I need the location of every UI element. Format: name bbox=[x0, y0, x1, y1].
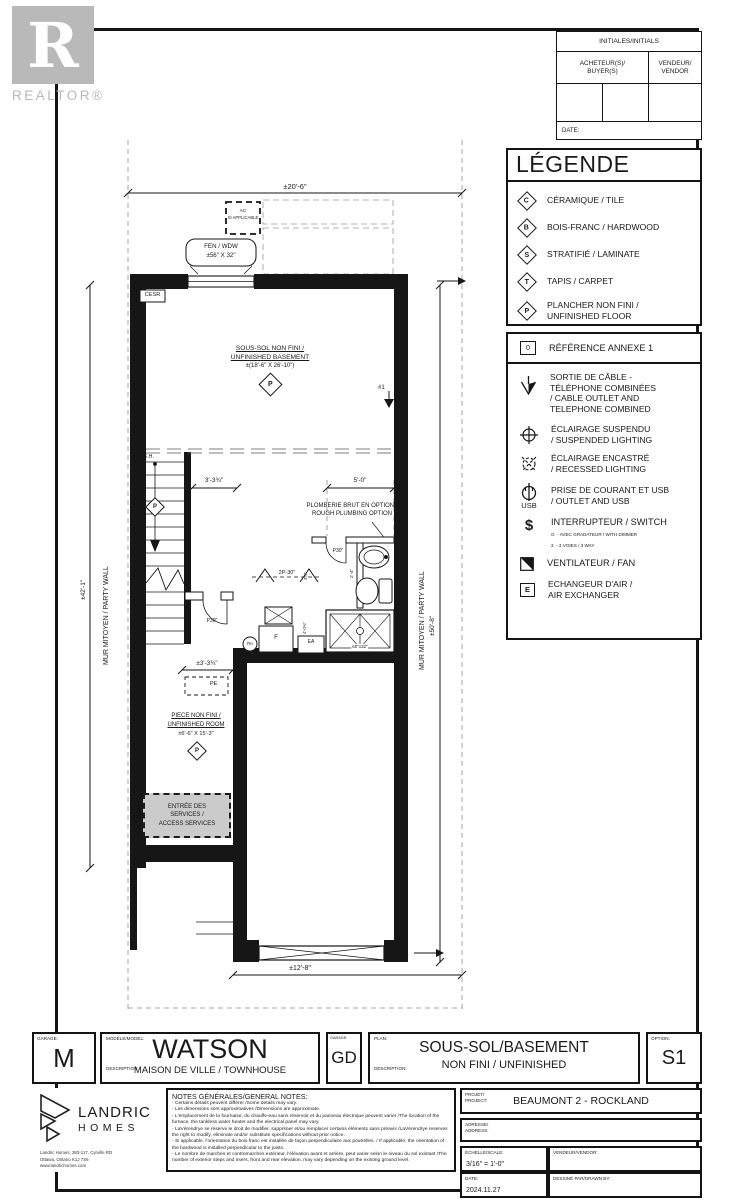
realtor-wordmark: REALTOR® bbox=[12, 88, 105, 103]
dim-top: ±20'-6" bbox=[283, 182, 307, 191]
legend-item-tile: C CÉRAMIQUE / TILE bbox=[508, 187, 700, 214]
basement-label-2: UNFINISHED BASEMENT bbox=[230, 354, 310, 361]
legend-item-reference: 0 RÉFÉRENCE ANNEXE 1 bbox=[508, 334, 700, 364]
legend-item-air-exchanger: E ECHANGEUR D'AIR / AIR EXCHANGER bbox=[508, 579, 700, 600]
note-item: - Si applicable, l'orientation du bois franc est installée de façon perpendiculaire aux poutrelles. / If applicable, the orientation of the hardwood is installed perpendicular to the joists. bbox=[172, 1139, 445, 1151]
basement-label-1: SOUS-SOL NON FINI / bbox=[235, 345, 305, 352]
fan-icon bbox=[520, 557, 534, 571]
cable-outlet-symbol bbox=[384, 391, 394, 408]
project-label-2: PROJECT: bbox=[465, 1097, 488, 1103]
dim-bottom: ±12'-8" bbox=[289, 965, 311, 972]
initials-date-label: DATE: bbox=[562, 127, 580, 134]
pe-label: PE bbox=[210, 681, 218, 687]
option-label: OPTION: bbox=[651, 1036, 670, 1041]
dim-bath: 5'-0" bbox=[353, 477, 367, 484]
garage-gd-box bbox=[326, 1032, 362, 1084]
dim-right: ±50'-8" bbox=[429, 615, 436, 636]
shower-size-label: 60"x32" bbox=[352, 644, 368, 649]
date-value: 2024.11.27 bbox=[466, 1187, 501, 1194]
buyer-header: ACHETEUR(S)/ BUYER(S) bbox=[557, 52, 649, 83]
model-desc-label: DESCRIPTION: bbox=[106, 1066, 139, 1071]
pe-box bbox=[185, 677, 228, 695]
stairs bbox=[146, 462, 184, 644]
address-box[interactable] bbox=[460, 1118, 702, 1142]
window-label-2: ±56" X 32" bbox=[206, 252, 236, 259]
plan-desc: NON FINI / UNFINISHED bbox=[441, 1059, 567, 1071]
vendor-label: VENDEUR/VENDOR: bbox=[553, 1150, 598, 1155]
mechanical-boxes bbox=[243, 607, 324, 653]
legend-title: LÉGENDE bbox=[508, 150, 700, 182]
legend-item-fan: VENTILATEUR / FAN bbox=[508, 557, 700, 571]
vendor-box[interactable] bbox=[548, 1146, 702, 1172]
plan-name: SOUS-SOL/BASEMENT bbox=[419, 1039, 589, 1056]
joist-lines bbox=[146, 449, 392, 453]
ac-label-2: SI APPLICABLE bbox=[227, 215, 259, 220]
option-value: S1 bbox=[661, 1046, 687, 1069]
furnace-label: F bbox=[274, 634, 278, 641]
switch-icon: $ bbox=[524, 516, 534, 534]
garage-gd-value: GD bbox=[331, 1048, 357, 1067]
realtor-watermark bbox=[12, 6, 132, 103]
annex-reference-icon: 0 bbox=[520, 341, 536, 355]
vendor-initial-cell[interactable] bbox=[649, 84, 701, 121]
landric-logo bbox=[38, 1094, 72, 1144]
legend-item-usb-outlet: USB PRISE DE COURANT ET USB / OUTLET AND USB bbox=[521, 484, 670, 510]
room-floor-symbol: P bbox=[187, 741, 207, 761]
service-lines bbox=[196, 922, 233, 934]
sink bbox=[359, 546, 389, 568]
legend-item-switch: $ INTERRUPTEUR / SWITCH G - AVEC GRADATEUR / WITH DIMMER 3 - 3 VOIES / 3 WAY bbox=[508, 517, 700, 550]
option-box bbox=[646, 1032, 702, 1084]
model-box bbox=[100, 1032, 320, 1084]
unfinished-floor-icon: P bbox=[517, 301, 537, 321]
stair-floor-symbol: P bbox=[145, 497, 165, 517]
rn-label: Rn bbox=[247, 641, 253, 646]
garage-door bbox=[259, 946, 384, 960]
brand-address-2: Ottawa, Ontario K1J 7S6 bbox=[40, 1156, 89, 1162]
brand-website[interactable]: www.landrichomes.com bbox=[40, 1163, 87, 1169]
ac-label-1: AC bbox=[239, 209, 247, 214]
garage-label: GARAGE: bbox=[37, 1036, 58, 1041]
realtor-logo-letter: R bbox=[27, 8, 79, 82]
note-item: - Certains détails peuvent différer /Some details may vary. bbox=[172, 1101, 298, 1106]
hardwood-icon: B bbox=[517, 218, 537, 238]
model-desc: MAISON DE VILLE / TOWNHOUSE bbox=[133, 1064, 287, 1076]
basement-label-3: ±(18'-6" X 26'-10") bbox=[245, 363, 295, 369]
garage-gd-label: GARAGE: bbox=[330, 1036, 348, 1040]
legend-item-carpet: T TAPIS / CARPET bbox=[508, 268, 700, 295]
date-label: DATE: bbox=[465, 1176, 479, 1181]
garage-m-box bbox=[32, 1032, 96, 1084]
plan-box bbox=[368, 1032, 640, 1084]
initials-date-row[interactable] bbox=[557, 122, 701, 139]
cable-ref-label: #1 bbox=[378, 385, 385, 391]
legend-item-laminate: S STRATIFIÉ / LAMINATE bbox=[508, 241, 700, 268]
cable-outlet-icon bbox=[520, 376, 537, 396]
model-name: WATSON bbox=[152, 1034, 268, 1064]
note-item: - LaVérendrye se réserve le droit de modifier, supprimer et/ou remplacer certains éléments sans préavis /LaVérendrye reserves the right to modify, eliminate and/or substitute specifications without prior notice. bbox=[172, 1126, 448, 1138]
project-name: BEAUMONT 2 - ROCKLAND bbox=[513, 1095, 649, 1107]
legend-item-recessed-light: ÉCLAIRAGE ENCASTRÉ / RECESSED LIGHTING bbox=[508, 453, 700, 474]
date-box bbox=[460, 1172, 548, 1198]
cesr-label: CESR bbox=[144, 292, 161, 298]
services-access-box: ENTRÉE DES SERVICES / ACCESS SERVICES bbox=[143, 793, 231, 838]
opening-label: 2P-30" bbox=[278, 570, 296, 576]
note-item: - L'emplacement de la fournaise, du chauffe-eau sans réservoir et du panneau électrique peuvent varier /The location of the furnace, the tankless water heater and the electrical panel may vary. bbox=[172, 1113, 440, 1126]
plumbing-note-2: ROUGH PLUMBING OPTION bbox=[311, 511, 393, 517]
party-wall-left: MUR MITOYEN / PARTY WALL bbox=[103, 566, 110, 665]
laminate-icon: S bbox=[517, 245, 537, 265]
scale-value: 3/16" = 1'-0" bbox=[466, 1161, 505, 1168]
project-box bbox=[460, 1088, 702, 1114]
legend-flooring bbox=[506, 148, 702, 326]
brand-name-2: HOMES bbox=[78, 1122, 140, 1134]
model-label: MODÈLE/MODEL: bbox=[106, 1036, 145, 1041]
buyer-initial-cell-2[interactable] bbox=[603, 84, 649, 121]
room-label-2: UNFINISHED ROOM bbox=[167, 722, 225, 728]
garage-m-value: M bbox=[53, 1042, 75, 1073]
drawn-by-box[interactable] bbox=[548, 1172, 702, 1198]
legend-item-unfinished: P PLANCHER NON FINI / UNFINISHED FLOOR bbox=[508, 295, 700, 327]
realtor-logo bbox=[12, 6, 94, 84]
dim-4-0: 4'-0⅜" bbox=[302, 622, 307, 634]
room-label-3: ±6'-6" X 15'-3" bbox=[178, 731, 214, 737]
scale-label: ÉCHELLE/SCALE: bbox=[465, 1150, 504, 1155]
note-item: - Les dimensions sont approximatives /Dimensions are approximate. bbox=[172, 1107, 321, 1113]
address-label-1: ADRESSE/ bbox=[465, 1122, 489, 1127]
note-item: - Le nombre de marches et contremarches extérieur, l'élévation avant et arrière, peut varier selon le niveau du sol existant /The number of exterior steps and risers, front and rear elevation, may vary depending on the existing ground level. bbox=[172, 1152, 447, 1164]
dim-left: ±42'-1" bbox=[80, 579, 87, 600]
plan-desc-label: DESCRIPTION: bbox=[374, 1066, 407, 1071]
plan-label: PLAN: bbox=[374, 1036, 388, 1041]
recessed-light-icon bbox=[520, 455, 538, 473]
notes-header: NOTES GÉNÉRALES/GENERAL NOTES: bbox=[172, 1092, 308, 1101]
initials-table bbox=[556, 31, 702, 140]
party-wall-right: MUR MITOYEN / PARTY WALL bbox=[419, 571, 426, 670]
tile-icon: C bbox=[517, 191, 537, 211]
initials-title: INITIALES/INITIALS bbox=[557, 32, 701, 52]
dim-2-4: 2'-4" bbox=[349, 568, 354, 578]
eh-label: E.H. bbox=[144, 454, 154, 460]
address-label-2: ADDRESS: bbox=[465, 1127, 489, 1133]
window bbox=[188, 266, 254, 287]
dim-3-8: 3⅝" bbox=[303, 572, 308, 580]
deck-outline bbox=[263, 200, 393, 274]
vendor-header: VENDEUR/ VENDOR bbox=[658, 59, 692, 75]
brand-address-1: Landric Homes, 383-117, Cyrville RD bbox=[40, 1150, 113, 1155]
drawn-by-label: DESSINÉ PAR/DRAWN BY: bbox=[553, 1176, 611, 1181]
window-label-1: FEN / WDW bbox=[204, 243, 238, 250]
legend-item-cable: SORTIE DE CÂBLE - TÉLÉPHONE COMBINÉES / CABLE OUTLET AND TELEPHONE COMBINED bbox=[508, 372, 700, 415]
brand-box bbox=[32, 1088, 162, 1172]
usb-outlet-icon bbox=[520, 483, 538, 501]
plumbing-note-1: PLOMBERIE BRUT EN OPTION / bbox=[306, 503, 398, 509]
dim-stair: 3'-3¾" bbox=[204, 477, 224, 484]
basement-floor-symbol: P bbox=[258, 372, 282, 396]
suspended-light-icon bbox=[520, 426, 538, 444]
buyer-initial-cell-1[interactable] bbox=[557, 84, 603, 121]
legend-item-suspended-light: ÉCLAIRAGE SUSPENDU / SUSPENDED LIGHTING bbox=[508, 424, 700, 445]
toilet bbox=[356, 578, 392, 604]
ea-label: EA bbox=[307, 639, 315, 645]
legend-electrical bbox=[506, 332, 702, 640]
dim-room: ±3'-3¾" bbox=[196, 660, 218, 667]
project-label-1: PROJET/ bbox=[465, 1092, 485, 1097]
bath-door-label: P30" bbox=[332, 548, 344, 554]
landing-door-label: P30" bbox=[206, 618, 218, 624]
room-label-1: PIECE NON FINI / bbox=[171, 713, 221, 719]
carpet-icon: T bbox=[517, 272, 537, 292]
scale-box bbox=[460, 1146, 548, 1172]
legend-item-hardwood: B BOIS-FRANC / HARDWOOD bbox=[508, 214, 700, 241]
notes-box bbox=[166, 1088, 456, 1172]
air-exchanger-icon: E bbox=[520, 583, 535, 597]
brand-name-1: LANDRIC bbox=[78, 1104, 151, 1121]
